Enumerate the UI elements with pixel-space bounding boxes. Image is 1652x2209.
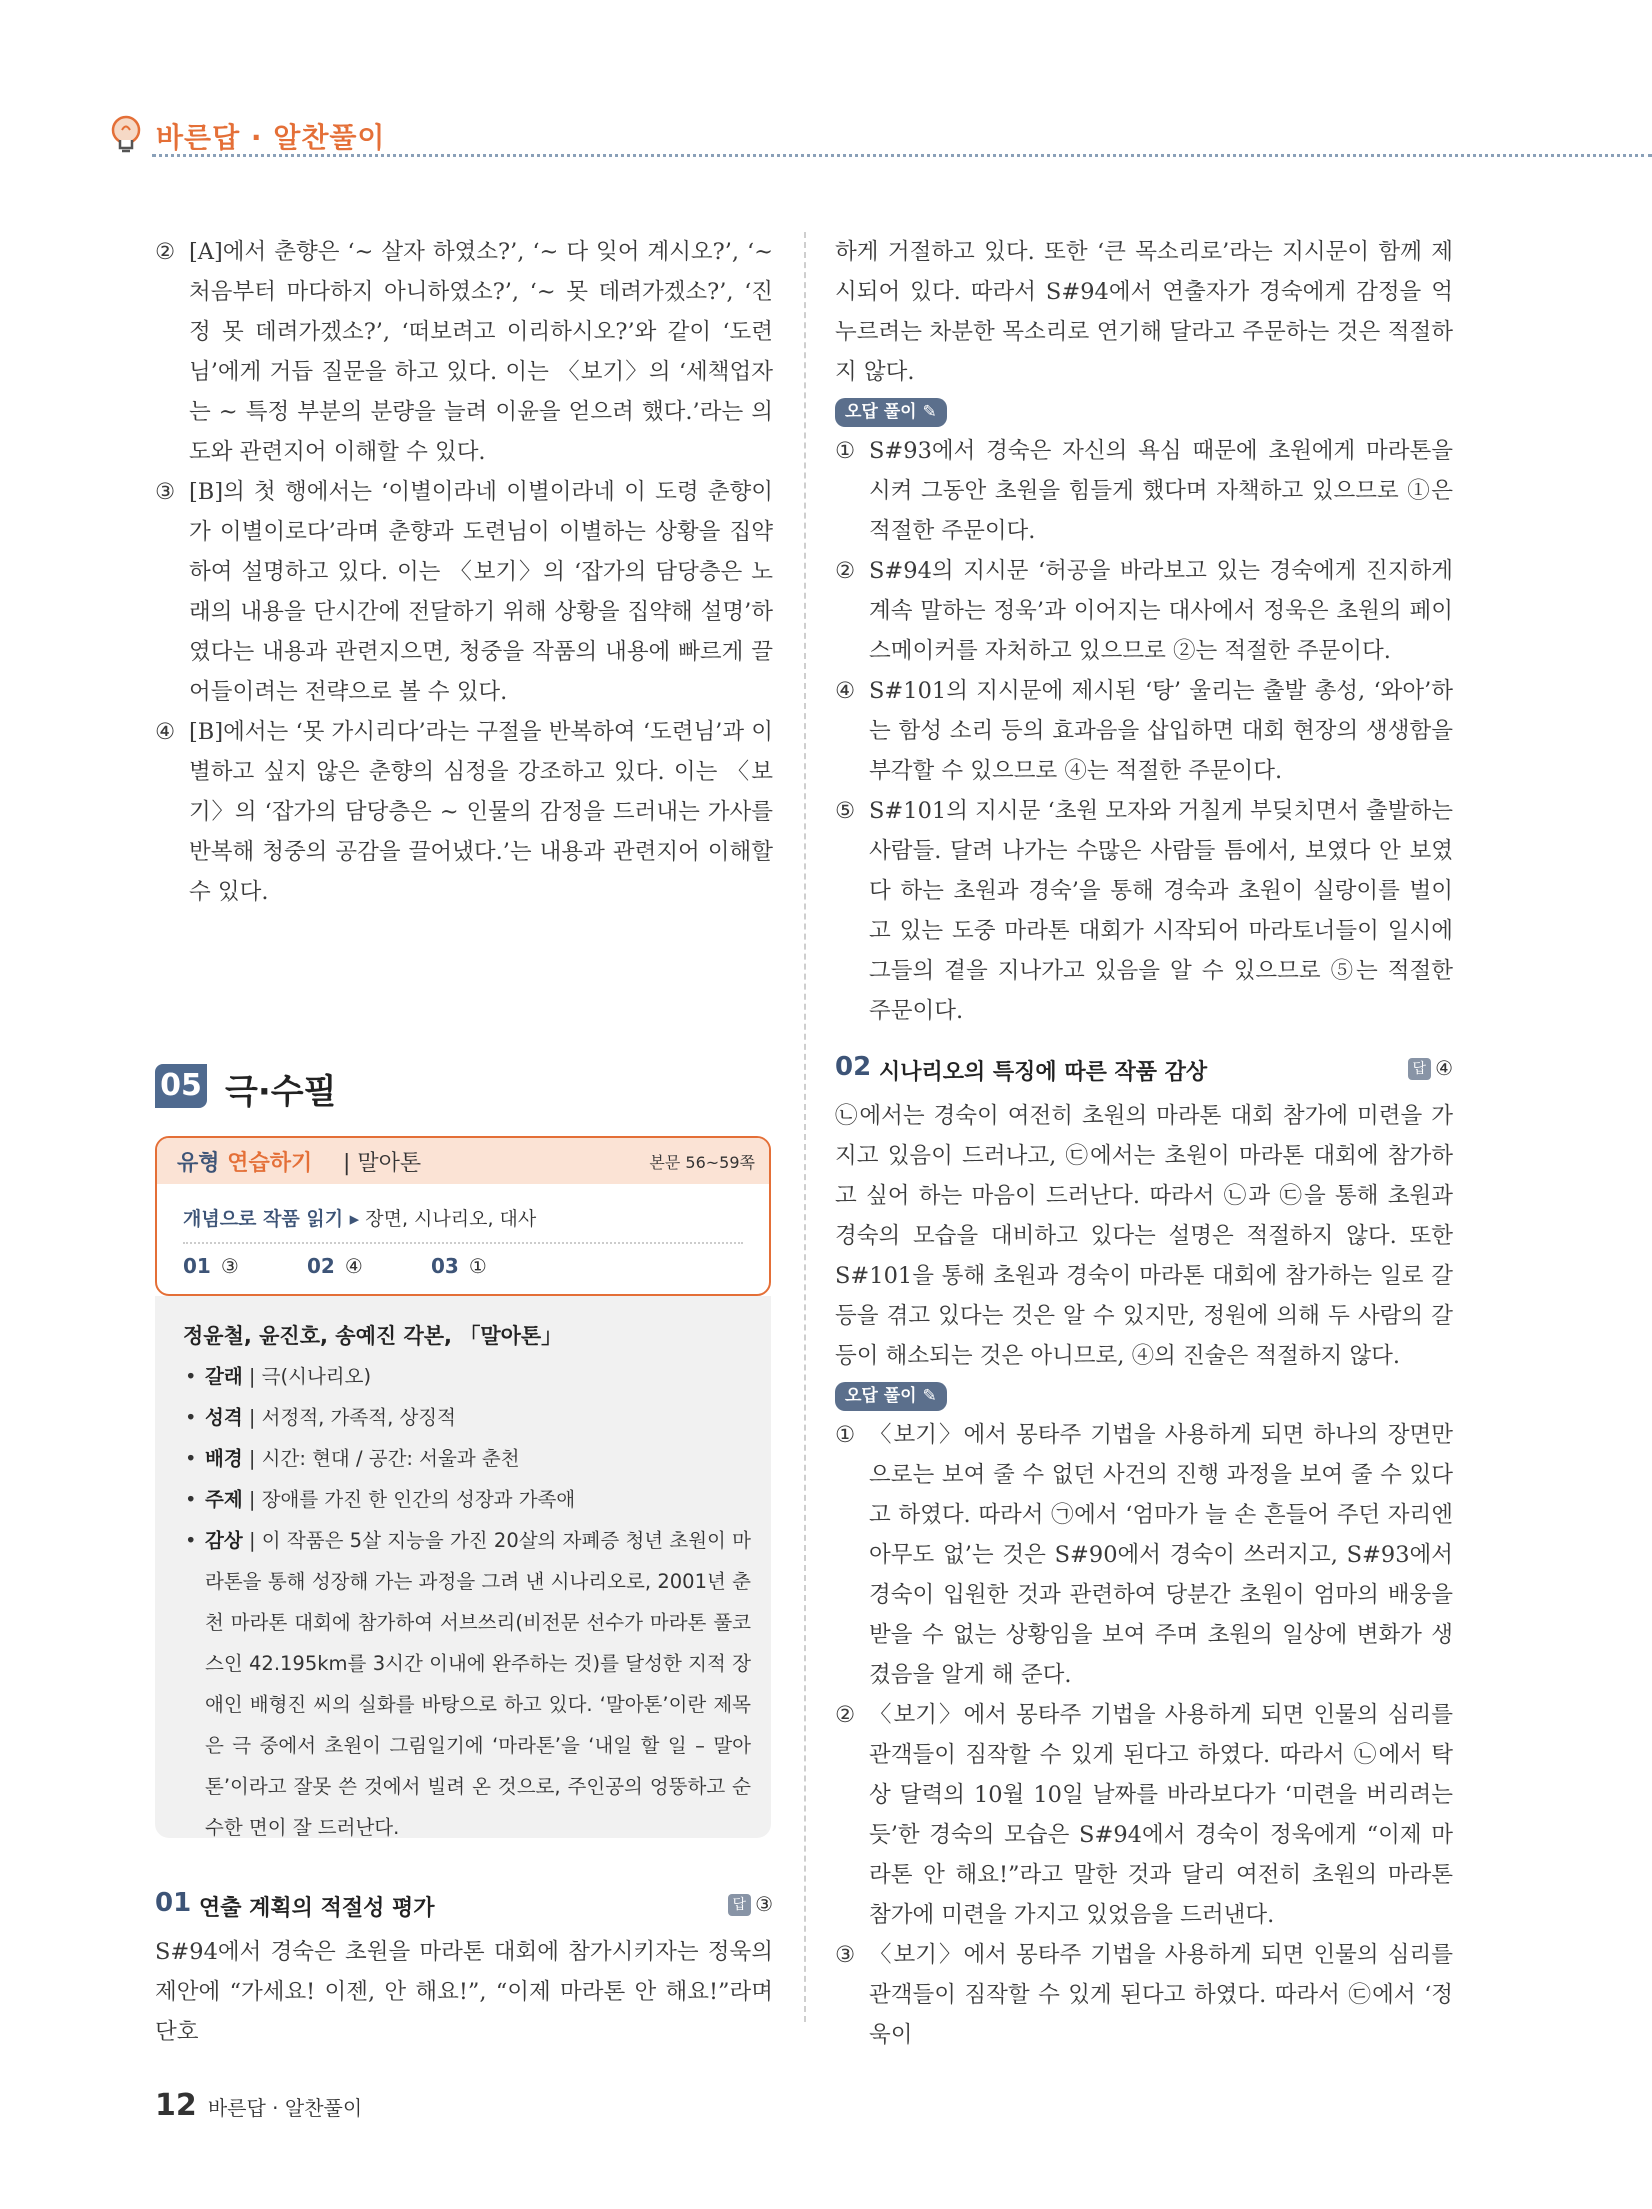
question-answer: 답 ③	[728, 1892, 773, 1916]
list-item: ⑤ S#101의 지시문 ‘초원 모자와 거칠게 부딪치면서 출발하는 사람들. 달려 나가는 수많은 사람들 틈에서, 보였다 안 보였다 하는 초원과 경숙’을 통해 경숙과 초원이 실랑이를 벌이고 있는 도중 마라톤 대회가 시작되어 마라토너들이 일시에 그들의 곁을 지나가고 있음을 알 수 있으므로 ⑤는 적절한 주문이다.	[835, 798, 1453, 1024]
dotted-divider	[183, 1242, 743, 1244]
question-01	[155, 1886, 773, 2052]
left-column	[155, 232, 773, 912]
concept-value: 장면, 시나리오, 대사	[365, 1208, 537, 1230]
item-number: ④	[155, 719, 176, 745]
answer-item: 01 ③	[183, 1254, 239, 1278]
list-item	[155, 232, 773, 472]
info-row: • 배경 | 시간: 현대 / 공간: 서울과 춘천	[185, 1447, 520, 1470]
list-item: ③ 〈보기〉에서 몽타주 기법을 사용하게 되면 인물의 심리를 관객들이 짐작할 수 있게 된다고 하였다. 따라서 ㉢에서 ‘정욱이	[835, 1942, 1453, 2048]
page-footer	[155, 2088, 362, 2123]
concept-line	[183, 1204, 536, 1231]
question-number: 01	[155, 1888, 192, 1918]
answer-item: 03 ①	[431, 1254, 487, 1278]
question-explanation: ㉡에서는 경숙이 여전히 초원의 마라톤 대회 참가에 미련을 가지고 있음이 드러나고, ㉢에서는 초원이 마라톤 대회에 참가하고 싶어 하는 마음이 드러난다. 따라서 ㉡과 ㉢을 통해 초원과 경숙의 모습을 대비하고 있다는 설명은 적절하지 않다. 또한 S#101을 통해 초원과 경숙이 마라톤 대회에 참가하는 일로 갈등을 겪고 있다는 것은 알 수 있지만, 정원에 의해 두 사람의 갈등이 해소되는 것은 아니므로, ④의 진술은 적절하지 않다.	[835, 1103, 1453, 1369]
column-divider	[804, 232, 806, 2022]
item-number: ②	[155, 239, 176, 265]
section-number-badge: 05	[155, 1064, 207, 1108]
question-title: 시나리오의 특징에 따른 작품 감상	[879, 1060, 1208, 1085]
answer-item: 02 ④	[307, 1254, 363, 1278]
section-name: 극·수필	[225, 1072, 337, 1112]
header-dotted-rule	[152, 154, 1652, 157]
wrong-answer-tag: 오답 풀이 ✎	[835, 1382, 947, 1411]
question-number: 02	[835, 1052, 872, 1082]
list-item	[155, 712, 773, 912]
work-info-box	[155, 1296, 771, 1838]
page-number: 12	[155, 2088, 197, 2123]
right-column	[835, 232, 1453, 1031]
item-text: [B]의 첫 행에서는 ‘이별이라네 이별이라네 이 도령 춘향이가 이별이로다’라며 춘향과 도련님이 이별하는 상황을 집약하여 설명하고 있다. 이는 〈보기〉의 ‘잡가의 담당층은 노래의 내용을 단시간에 전달하기 위해 상황을 집약해 설명’하였다는 내용과 관련지으면, 청중을 작품의 내용에 빠르게 끌어들이려는 전략으로 볼 수 있다.	[189, 479, 773, 705]
practice-pages: 본문 56~59쪽	[649, 1153, 755, 1172]
lightbulb-icon	[108, 112, 152, 156]
question-header	[155, 1886, 773, 1932]
question-02	[835, 1050, 1453, 2055]
concept-label: 개념으로 작품 읽기 ▸	[183, 1208, 360, 1230]
list-item	[155, 472, 773, 712]
practice-work-title: | 말아톤	[343, 1151, 422, 1176]
practice-tag-label: 연습하기	[227, 1151, 313, 1176]
question-title: 연출 계획의 적절성 평가	[199, 1896, 435, 1921]
item-number: ③	[155, 479, 176, 505]
list-item: ① S#93에서 경숙은 자신의 욕심 때문에 초원에게 마라톤을 시켜 그동안 초원을 힘들게 했다며 자책하고 있으므로 ①은 적절한 주문이다.	[835, 438, 1453, 544]
header-title: 바른답 · 알찬풀이	[156, 121, 386, 154]
continued-text: 하게 거절하고 있다. 또한 ‘큰 목소리로’라는 지시문이 함께 제시되어 있다. 따라서 S#94에서 연출자가 경숙에게 감정을 억누르려는 차분한 목소리로 연기해 달라고 주문하는 것은 적절하지 않다.	[835, 239, 1453, 385]
info-row: • 감상 | 이 작품은 5살 지능을 가진 20살의 자폐증 청년 초원이 마라톤을 통해 성장해 가는 과정을 그려 낸 시나리오로, 2001년 춘천 마라톤 대회에 참가하여 서브쓰리(비전문 선수가 마라톤 풀코스인 42.195km를 3시간 이내에 완주하는 것)를 달성한 지적 장애인 배형진 씨의 실화를 바탕으로 하고 있다. ‘말아톤’이란 제목은 극 중에서 초원이 그림일기에 ‘마라톤’을 ‘내일 할 일 – 말아톤’이라고 잘못 쓴 것에서 빌려 온 것으로, 주인공의 엉뚱하고 순수한 면이 잘 드러난다.	[185, 1529, 751, 1839]
info-row: • 갈래 | 극(시나리오)	[185, 1365, 372, 1388]
practice-header	[157, 1138, 769, 1184]
practice-tag-type: 유형	[177, 1151, 220, 1176]
pencil-icon: ✎	[922, 1386, 937, 1406]
wrong-answer-tag: 오답 풀이 ✎	[835, 398, 947, 427]
question-header	[835, 1050, 1453, 1096]
book-title: 바른답 · 알찬풀이	[207, 2096, 363, 2120]
practice-box	[155, 1136, 771, 1296]
pencil-icon: ✎	[922, 402, 937, 422]
item-text: [B]에서는 ‘못 가시리다’라는 구절을 반복하여 ‘도련님’과 이별하고 싶지 않은 춘향의 심정을 강조하고 있다. 이는 〈보기〉의 ‘잡가의 담당층은 ~ 인물의 감정을 드러내는 가사를 반복해 청중의 공감을 끌어냈다.’는 내용과 관련지어 이해할 수 있다.	[189, 719, 773, 905]
info-row: • 성격 | 서정적, 가족적, 상징적	[185, 1406, 456, 1429]
practice-tag	[177, 1146, 312, 1177]
list-item: ① 〈보기〉에서 몽타주 기법을 사용하게 되면 하나의 장면만으로는 보여 줄 수 없던 사건의 진행 과정을 보여 줄 수 있다고 하였다. 따라서 ㉠에서 ‘엄마가 늘 손 흔들어 주던 자리엔 아무도 없’는 것은 S#90에서 경숙이 쓰러지고, S#93에서 경숙이 입원한 것과 관련하여 당분간 초원이 엄마의 배웅을 받을 수 없는 상황임을 보여 주며 초원의 일상에 변화가 생겼음을 알게 해 준다.	[835, 1422, 1453, 1688]
work-info-title: 정윤철, 윤진호, 송예진 각본, 「말아톤」	[183, 1324, 563, 1348]
list-item: ② S#94의 지시문 ‘허공을 바라보고 있는 경숙에게 진지하게 계속 말하는 정욱’과 이어지는 대사에서 정욱은 초원의 페이스메이커를 자처하고 있으므로 ②는 적절한 주문이다.	[835, 558, 1453, 664]
question-explanation: S#94에서 경숙은 초원을 마라톤 대회에 참가시키자는 정욱의 제안에 “가세요! 이젠, 안 해요!”, “이제 마라톤 안 해요!”라며 단호	[155, 1939, 773, 2045]
question-answer: 답 ④	[1408, 1056, 1453, 1080]
item-text: [A]에서 춘향은 ‘~ 살자 하였소?’, ‘~ 다 잊어 계시오?’, ‘~ 처음부터 마다하지 아니하였소?’, ‘~ 못 데려가겠소?’, ‘진정 못 데려가겠소?’, ‘떠보려고 이리하시오?’와 같이 ‘도련님’에게 거듭 질문을 하고 있다. 이는 〈보기〉의 ‘세책업자는 ~ 특정 부분의 분량을 늘려 이윤을 얻으려 했다.’라는 의도와 관련지어 이해할 수 있다.	[189, 239, 773, 465]
list-item: ② 〈보기〉에서 몽타주 기법을 사용하게 되면 인물의 심리를 관객들이 짐작할 수 있게 된다고 하였다. 따라서 ㉡에서 탁상 달력의 10월 10일 날짜를 바라보다가 ‘미련을 버리려는 듯’한 경숙의 모습은 S#94에서 경숙이 정욱에게 “이제 마라톤 안 해요!”라고 말한 것과 달리 여전히 초원의 마라톤 참가에 미련을 가지고 있었음을 드러낸다.	[835, 1702, 1453, 1928]
info-row: • 주제 | 장애를 가진 한 인간의 성장과 가족애	[185, 1488, 576, 1511]
list-item: ④ S#101의 지시문에 제시된 ‘탕’ 울리는 출발 총성, ‘와아’하는 함성 소리 등의 효과음을 삽입하면 대회 현장의 생생함을 부각할 수 있으므로 ④는 적절한 주문이다.	[835, 678, 1453, 784]
page-header	[108, 110, 1652, 158]
